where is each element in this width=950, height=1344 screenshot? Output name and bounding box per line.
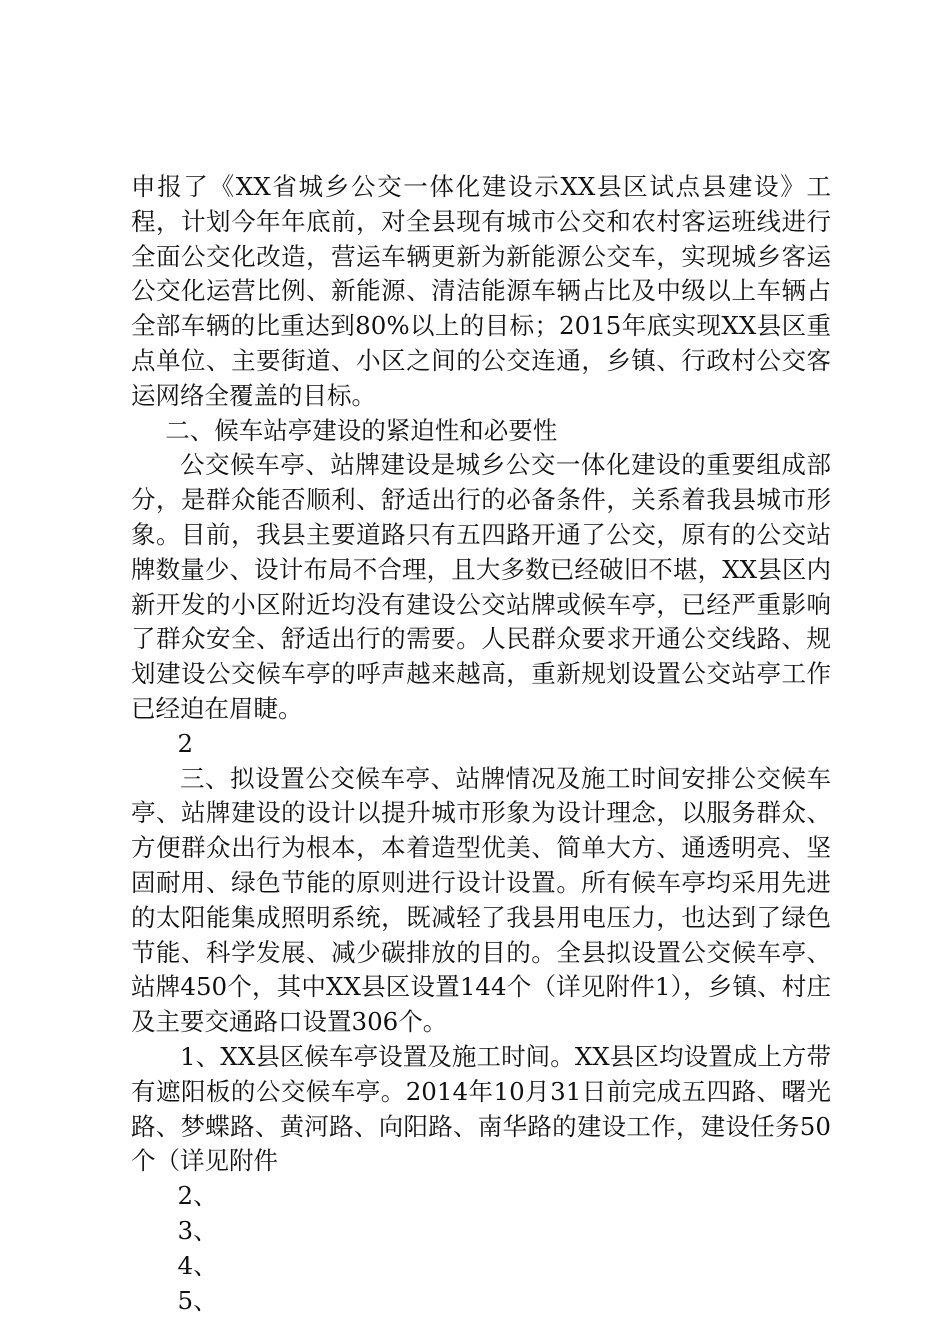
list-item: 3、	[177, 1215, 218, 1245]
paragraph-county-construction: 1、XX县区候车亭设置及施工时间。XX县区均设置成上方带有遮阳板的公交候车亭。2014年10月31日前完成五四路、曙光路、梦蝶路、黄河路、向阳路、南华路的建设工作，建设任务50个（详见附件	[131, 1041, 831, 1176]
document-body	[131, 170, 831, 1318]
list-item: 4、	[177, 1250, 218, 1280]
page-number: 2	[177, 728, 194, 758]
paragraph-shelter-plan: 三、拟设置公交候车亭、站牌情况及施工时间安排公交候车亭、站牌建设的设计以提升城市形象为设计理念，以服务群众、方便群众出行为根本，本着造型优美、简单大方、通透明亮、坚固耐用、绿色节能的原则进行设计设置。所有候车亭均采用先进的太阳能集成照明系统，既减轻了我县用电压力，也达到了绿色节能、科学发展、减少碳排放的目的。全县拟设置公交候车亭、站牌450个，其中XX县区设置144个（详见附件1），乡镇、村庄及主要交通路口设置306个。	[131, 763, 831, 1037]
list-item: 5、	[177, 1285, 218, 1315]
section-heading-urgency: 二、候车站亭建设的紧迫性和必要性	[165, 415, 558, 445]
list-item: 2、	[177, 1181, 218, 1211]
paragraph-project-declaration: 申报了《XX省城乡公交一体化建设示XX县区试点县建设》工程，计划今年年底前，对全县现有城市公交和农村客运班线进行全面公交化改造，营运车辆更新为新能源公交车，实现城乡客运公交化运营比例、新能源、清洁能源车辆占比及中级以上车辆占全部车辆的比重达到80%以上的目标；2015年底实现XX县区重点单位、主要街道、小区之间的公交连通，乡镇、行政村公交客运网络全覆盖的目标。	[131, 172, 831, 410]
paragraph-urgency: 公交候车亭、站牌建设是城乡公交一体化建设的重要组成部分，是群众能否顺利、舒适出行的必备条件，关系着我县城市形象。目前，我县主要道路只有五四路开通了公交，原有的公交站牌数量少、设计布局不合理，且大多数已经破旧不堪，XX县区内新开发的小区附近均没有建设公交站牌或候车亭，已经严重影响了群众安全、舒适出行的需要。人民群众要求开通公交线路、规划建设公交候车亭的呼声越来越高，重新规划设置公交站亭工作已经迫在眉睫。	[131, 450, 831, 723]
